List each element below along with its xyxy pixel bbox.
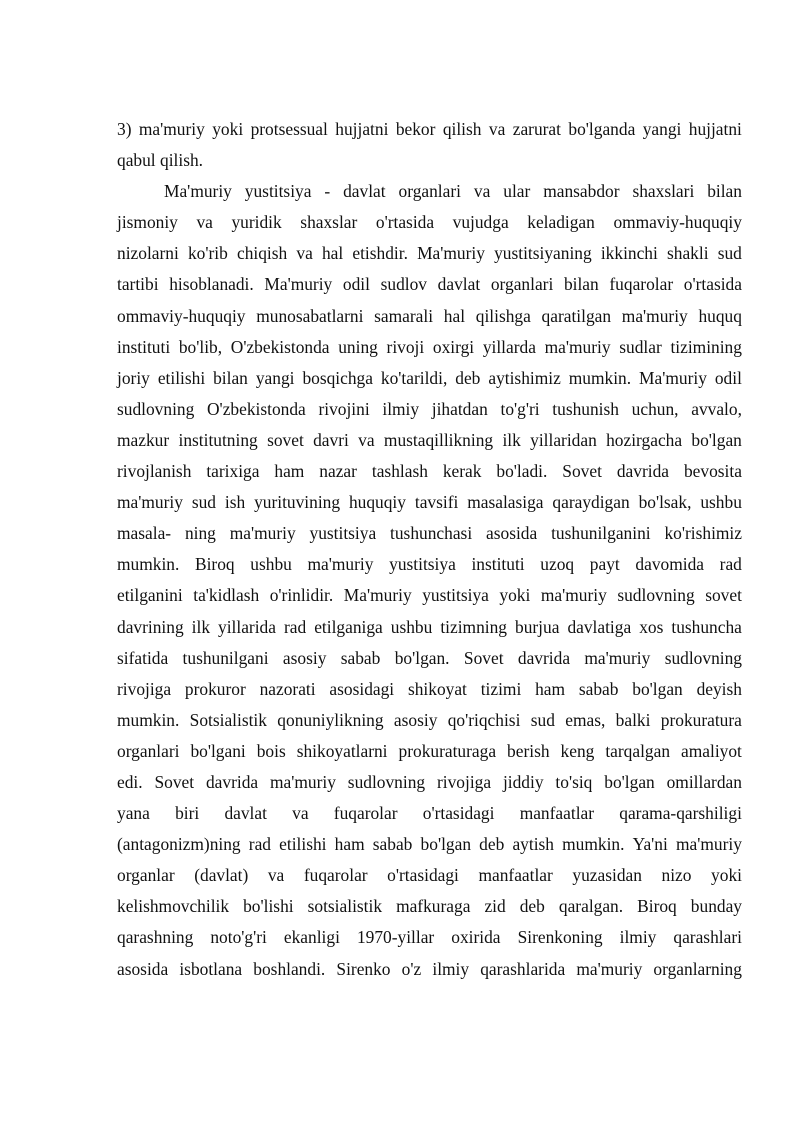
word: yoki [212,119,244,139]
word: ish [224,492,246,513]
text-line [117,860,742,891]
word: jihatdan [431,398,488,419]
word: ma'muriy [229,523,296,544]
word: o'rtasidagi [422,803,495,824]
text-line [117,829,742,860]
word: bo'lgan [691,429,742,450]
word: isbotlana [179,958,243,979]
word: yuzasidan [572,865,642,886]
word: institutning [178,429,258,450]
word: yangi [642,119,682,139]
word: yustitsiya [422,585,489,606]
word: va [292,803,309,824]
word: mazkur [117,429,170,450]
word: ma'muriy [307,554,374,575]
word: sabab [578,678,619,699]
word: yana [117,803,150,824]
word: ikkinchi [600,243,658,264]
word: edi. [117,771,143,792]
word: rad [283,616,307,637]
word: o'rinlidir. [269,585,334,606]
word: sovet [705,585,742,606]
text-line [117,767,742,798]
word: odil [342,274,370,295]
word: shaxslar [300,212,358,233]
text-line [117,394,742,425]
word: sabab [340,647,381,668]
word: hal [443,305,466,326]
word: ilmiy [619,927,657,948]
word: va [196,212,213,233]
word: organlari [117,740,180,761]
text-line [117,549,742,580]
word: davlatiga [567,616,632,637]
word: ilmiy [432,958,470,979]
text-line [117,301,742,332]
word: nizolarni [117,243,179,264]
word: etilganini [117,585,183,606]
word: masalasiga [467,492,544,513]
word: asosidagi [329,678,395,699]
word: davlat [224,803,267,824]
word: sud [717,243,742,264]
word: to'g'ri [500,398,540,419]
word: mumkin. [117,709,180,730]
word: fuqarolar [609,274,674,295]
word: davri [313,429,349,450]
word: qonuniylikning [277,709,384,730]
word: yillarida [218,616,276,637]
word: shikoyat [407,678,467,699]
word: instituti [471,554,525,575]
word: tartibi [117,274,159,295]
word: kelishmovchilik [117,896,230,917]
word: rivojiga [436,771,492,792]
word: sudlar [619,336,662,357]
word: amaliyot [681,740,742,761]
word: shakli [667,243,709,264]
word: rivojiga [117,678,172,699]
word: chiqish [236,243,288,264]
word: organlarning [653,958,742,979]
word: yillarda [482,336,536,357]
word: qilish. [160,150,204,171]
word: rivojini [318,398,370,419]
text-line [117,456,742,487]
word: tushunchasi [390,523,473,544]
word: o'z [401,958,422,979]
word: uzoq [540,554,575,575]
word: bo'lgani [190,740,246,761]
word: yillaridan [530,429,597,450]
word: va [473,181,491,202]
word: deyish [696,678,742,699]
word: hujjatni [688,119,742,139]
word: Ma'muriy [417,243,485,264]
word: ham [535,678,566,699]
word: - [324,181,331,202]
word: (antagonizm)ning [117,834,241,855]
word: tarqalgan [605,740,671,761]
word: ma'muriy [540,585,607,606]
word: rivoji [386,336,425,357]
word: hisoblanadi. [169,274,254,295]
word: boshlandi. [253,958,326,979]
word: emas, [565,709,606,730]
word: bekor [395,119,436,139]
word: asosiy [282,647,327,668]
word: biri [175,803,200,824]
word: tushuncha [671,616,742,637]
text-line [117,425,742,456]
word: sudlovning [664,647,742,668]
word: ilk [191,616,211,637]
word: rad [248,834,272,855]
word: tashlash [371,461,428,482]
word: tizimning [440,616,507,637]
text-line [117,145,742,176]
word: yurituvining [254,492,341,513]
word: sudlovning [117,398,195,419]
word: yoki [711,865,742,886]
word: va [267,865,285,886]
word: avvalo, [691,398,742,419]
text-line [117,674,742,705]
word: qarashlarida [480,958,566,979]
word: bo'lgan [604,771,655,792]
word: kerak [442,461,482,482]
word: ma'muriy [576,958,643,979]
word: ham [274,461,305,482]
word: bo'lishi [243,896,294,917]
word: munosabatlarni [256,305,364,326]
word: mafkuraga [396,896,471,917]
word: Ma'muriy [164,181,232,202]
word: nizo [661,865,692,886]
word: bo'ladi. [496,461,548,482]
word: 1970-yillar [356,927,435,948]
word: qarashning [117,927,194,948]
word: davlat [343,181,386,202]
word: tarixiga [206,461,260,482]
word: ma'muriy [138,119,205,139]
word: ma'muriy [544,336,611,357]
word: bo'lgan. [394,647,450,668]
word: sudlovning [347,771,426,792]
word: aytishimiz [488,367,561,388]
word: sabab [372,834,413,855]
word: bo'lib, [178,336,223,357]
word: Sovet [562,461,602,482]
word: qaralgan. [558,896,624,917]
word: yustitsiya [389,554,456,575]
word: Biroq [637,896,677,917]
word: ko'rishimiz [664,523,742,544]
text-line [117,705,742,736]
text-line [117,207,742,238]
word: yustitsiya [244,181,312,202]
word: mumkin. [562,834,625,855]
word: rivojlanish [117,461,192,482]
word: davlat [437,274,481,295]
word: yustitsiya [309,523,377,544]
word: qabul [117,150,156,171]
word: ma'muriy [584,647,651,668]
word: Ya'ni [632,834,668,855]
word: fuqarolar [333,803,398,824]
word: tushunilgani [182,647,269,668]
text-line [117,736,742,767]
word: prokuror [184,678,246,699]
word: qarashlari [673,927,742,948]
word: omillardan [666,771,742,792]
word: jiddiy [502,771,544,792]
word: davrida [205,771,259,792]
word: oxirida [451,927,501,948]
word: to'siq [555,771,593,792]
word: ko'rib [187,243,228,264]
word: prokuratura [660,709,742,730]
word: ommaviy-huquqiy [117,305,246,326]
word: va [488,119,506,139]
word: etilishi [279,834,327,855]
word: ommaviy-huquqiy [613,212,742,233]
word: rad [719,554,742,575]
word: davrining [117,616,184,637]
text-line [117,954,742,985]
word: ma'muriy [621,305,688,326]
word: davrida [517,647,571,668]
word: etishdir. [352,243,408,264]
word: shikoyatlarni [296,740,388,761]
text-line [117,238,742,269]
word: protsessual [250,119,328,139]
word: tizimi [480,678,522,699]
word: sudlov [380,274,428,295]
word: bo'lgan [632,678,683,699]
word: qaratilgan [541,305,612,326]
word: organlari [398,181,461,202]
word: hozirgacha [606,429,683,450]
word: 3) [117,119,132,139]
word: uchun, [631,398,679,419]
word: tizimining [670,336,742,357]
word: burjua [515,616,560,637]
word: prokuraturaga [398,740,497,761]
text-line [117,798,742,829]
word: bo'lganda [568,119,636,139]
word: odil [714,367,742,388]
word: fuqarolar [303,865,368,886]
text-line [117,269,742,300]
word: qilish [442,119,482,139]
word: mansabdor [543,181,620,202]
word: hal [321,243,344,264]
word: yoki [499,585,531,606]
word: payt [589,554,620,575]
text-line [117,891,742,922]
text-line [117,643,742,674]
word: o'rtasidagi [387,865,459,886]
text-line [117,580,742,611]
word: shaxslari [632,181,695,202]
word: qarama-qarshiligi [619,803,742,824]
word: Ma'muriy [343,585,412,606]
word: Ma'muriy [264,274,333,295]
word: va [358,429,375,450]
word: ta'kidlash [193,585,260,606]
word: keng [560,740,595,761]
word: yuridik [231,212,282,233]
word: ham [334,834,365,855]
word: uning [338,336,378,357]
word: joriy [117,367,150,388]
word: tushunilganini [551,523,651,544]
word: manfaatlar [519,803,595,824]
text-line [117,332,742,363]
word: balki [615,709,651,730]
word: aytish [512,834,554,855]
word: deb [455,367,481,388]
word: sudlovning [617,585,695,606]
word: nazar [319,461,357,482]
word: etilganiga [314,616,383,637]
word: bilan [213,367,248,388]
word: qaraydigan [552,492,630,513]
word: masala- [117,523,172,544]
text-line [117,612,742,643]
word: sud [191,492,216,513]
word: sud [530,709,555,730]
word: ushbu [250,554,292,575]
word: Sovet [154,771,195,792]
text-line [117,518,742,549]
word: mustaqillikning [383,429,494,450]
word: xos [639,616,664,637]
word: va [296,243,313,264]
word: organlar [117,865,175,886]
text-line [117,363,742,394]
word: asosiy [393,709,438,730]
word: zarurat [512,119,561,139]
word: tushunish [552,398,619,419]
word: ma'muriy [676,834,742,855]
word: bunday [690,896,742,917]
word: o'rtasida [683,274,742,295]
word: bevosita [683,461,742,482]
word: qilishga [475,305,531,326]
word: ma'muriy [270,771,336,792]
word: davrida [616,461,670,482]
word: bosqichga [302,367,373,388]
word: bo'lsak, [638,492,692,513]
word: tavsifi [414,492,459,513]
word: ushbu [700,492,742,513]
word: berish [507,740,550,761]
word: instituti [117,336,171,357]
word: samarali [374,305,434,326]
word: Ma'muriy [639,367,707,388]
word: zid [484,896,506,917]
text-line [117,922,742,953]
word: Sotsialistik [189,709,267,730]
word: nazorati [259,678,316,699]
word: hujjatni [335,119,389,139]
word: bilan [707,181,742,202]
word: yustitsiyaning [494,243,592,264]
word: sotsialistik [307,896,383,917]
word: yangi [255,367,295,388]
word: qo'riqchisi [447,709,521,730]
word: bo'lgan [420,834,472,855]
word: O'zbekistonda [230,336,330,357]
word: (davlat) [194,865,249,886]
word: vujudga [452,212,509,233]
word: ning [184,523,216,544]
word: ushbu [390,616,433,637]
word: Sovet [463,647,504,668]
word: huquq [698,305,742,326]
word: mumkin. [117,554,180,575]
word: jismoniy [117,212,178,233]
word: deb [479,834,505,855]
word: keladigan [527,212,595,233]
word: deb [519,896,545,917]
word: o'rtasida [375,212,435,233]
document-page [117,114,742,985]
text-line [117,176,742,207]
word: ekanligi [283,927,340,948]
word: Biroq [195,554,235,575]
word: asosida [117,958,169,979]
word: Sirenko [336,958,391,979]
word: ular [503,181,531,202]
word: bilan [563,274,599,295]
text-line [117,114,742,145]
word: O'zbekistonda [207,398,306,419]
word: manfaatlar [478,865,553,886]
word: sifatida [117,647,169,668]
word: noto'g'ri [210,927,267,948]
text-line [117,487,742,518]
word: ma'muriy [117,492,183,513]
word: sovet [267,429,304,450]
word: asosida [486,523,538,544]
word: ilmiy [382,398,420,419]
word: huquqiy [348,492,406,513]
word: ilk [502,429,521,450]
word: mumkin. [568,367,632,388]
word: organlari [490,274,554,295]
word: davomida [635,554,704,575]
word: etilishi [157,367,206,388]
word: ko'tarildi, [380,367,448,388]
word: oxirgi [432,336,475,357]
word: Sirenkoning [517,927,603,948]
word: bois [256,740,286,761]
